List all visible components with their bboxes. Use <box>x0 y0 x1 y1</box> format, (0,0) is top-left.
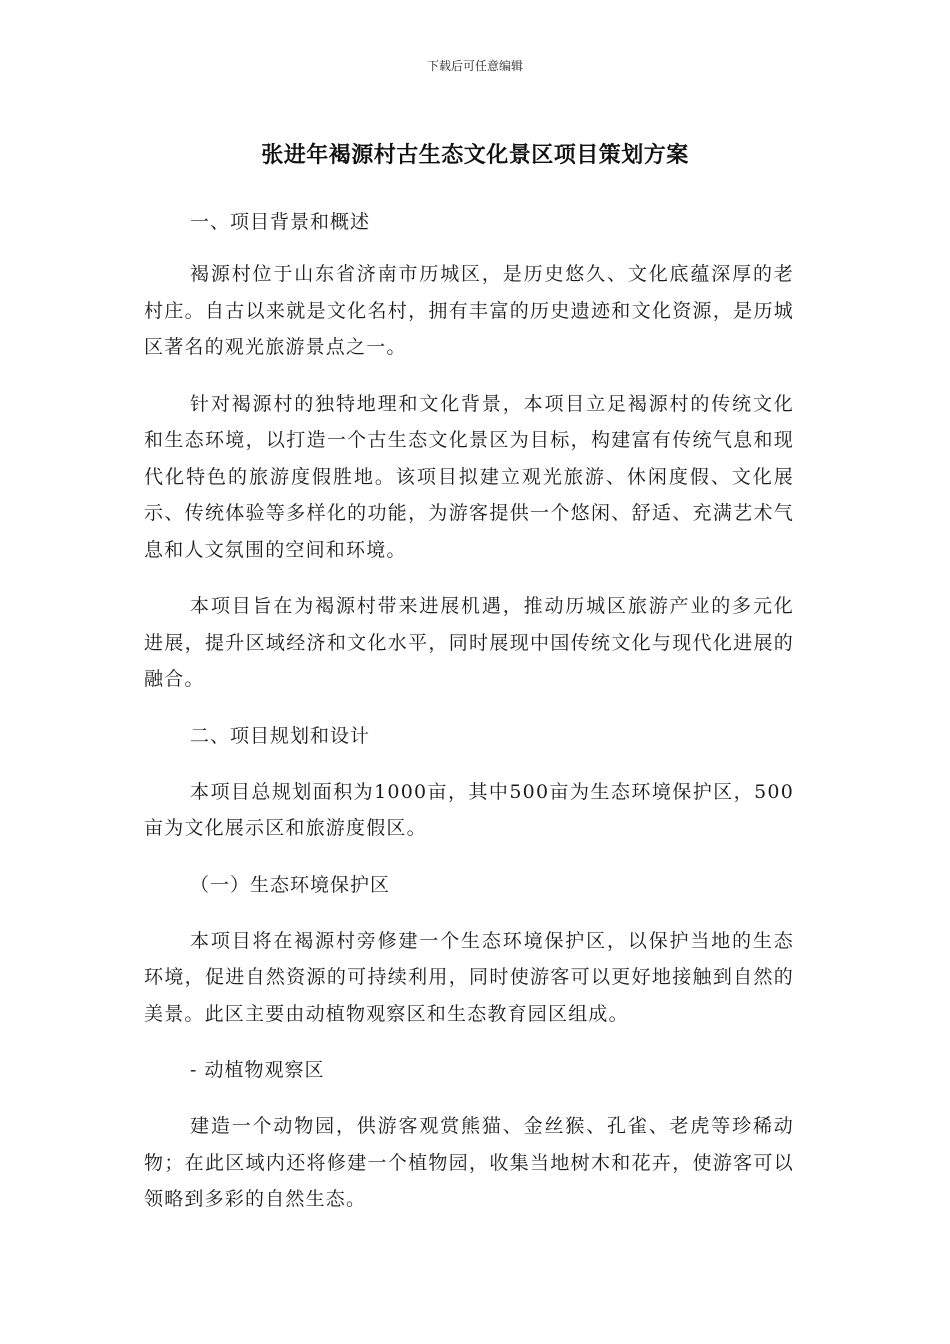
paragraph-area-plan: 本项目总规划面积为1000亩，其中500亩为生态环境保护区，500亩为文化展示区和旅游度假区。 <box>144 780 794 839</box>
header-note: 下载后可任意编辑 <box>426 59 523 73</box>
subsection-heading-eco-zone: （一）生态环境保护区 <box>190 873 391 896</box>
paragraph-village-intro: 褐源村位于山东省济南市历城区，是历史悠久、文化底蕴深厚的老村庄。自古以来就是文化名村，拥有丰富的历史遗迹和文化资源，是历城区著名的观光旅游景点之一。 <box>144 263 794 358</box>
subsection-heading-wildlife-area: - 动植物观察区 <box>190 1059 325 1081</box>
document-title: 张进年褐源村古生态文化景区项目策划方案 <box>261 143 689 168</box>
paragraph-project-aim: 本项目旨在为褐源村带来进展机遇，推动历城区旅游产业的多元化进展，提升区域经济和文化水平，同时展现中国传统文化与现代化进展的融合。 <box>144 595 794 690</box>
section-heading-background: 一、项目背景和概述 <box>190 211 371 233</box>
paragraph-wildlife-area: 建造一个动物园，供游客观赏熊猫、金丝猴、孔雀、老虎等珍稀动物；在此区域内还将修建一个植物园，收集当地树木和花卉，使游客可以领略到多彩的自然生态。 <box>144 1115 794 1210</box>
document-body <box>144 204 794 1218</box>
section-heading-planning: 二、项目规划和设计 <box>190 724 371 747</box>
paragraph-eco-zone: 本项目将在褐源村旁修建一个生态环境保护区，以保护当地的生态环境，促进自然资源的可持续利用，同时使游客可以更好地接触到自然的美景。此区主要由动植物观察区和生态教育园区组成。 <box>144 929 794 1025</box>
paragraph-project-goal: 针对褐源村的独特地理和文化背景，本项目立足褐源村的传统文化和生态环境，以打造一个古生态文化景区为目标，构建富有传统气息和现代化特色的旅游度假胜地。该项目拟建立观光旅游、休闲度假、文化展示、传统体验等多样化的功能，为游客提供一个悠闲、舒适、充满艺术气息和人文氛围的空间和环境。 <box>144 392 794 561</box>
